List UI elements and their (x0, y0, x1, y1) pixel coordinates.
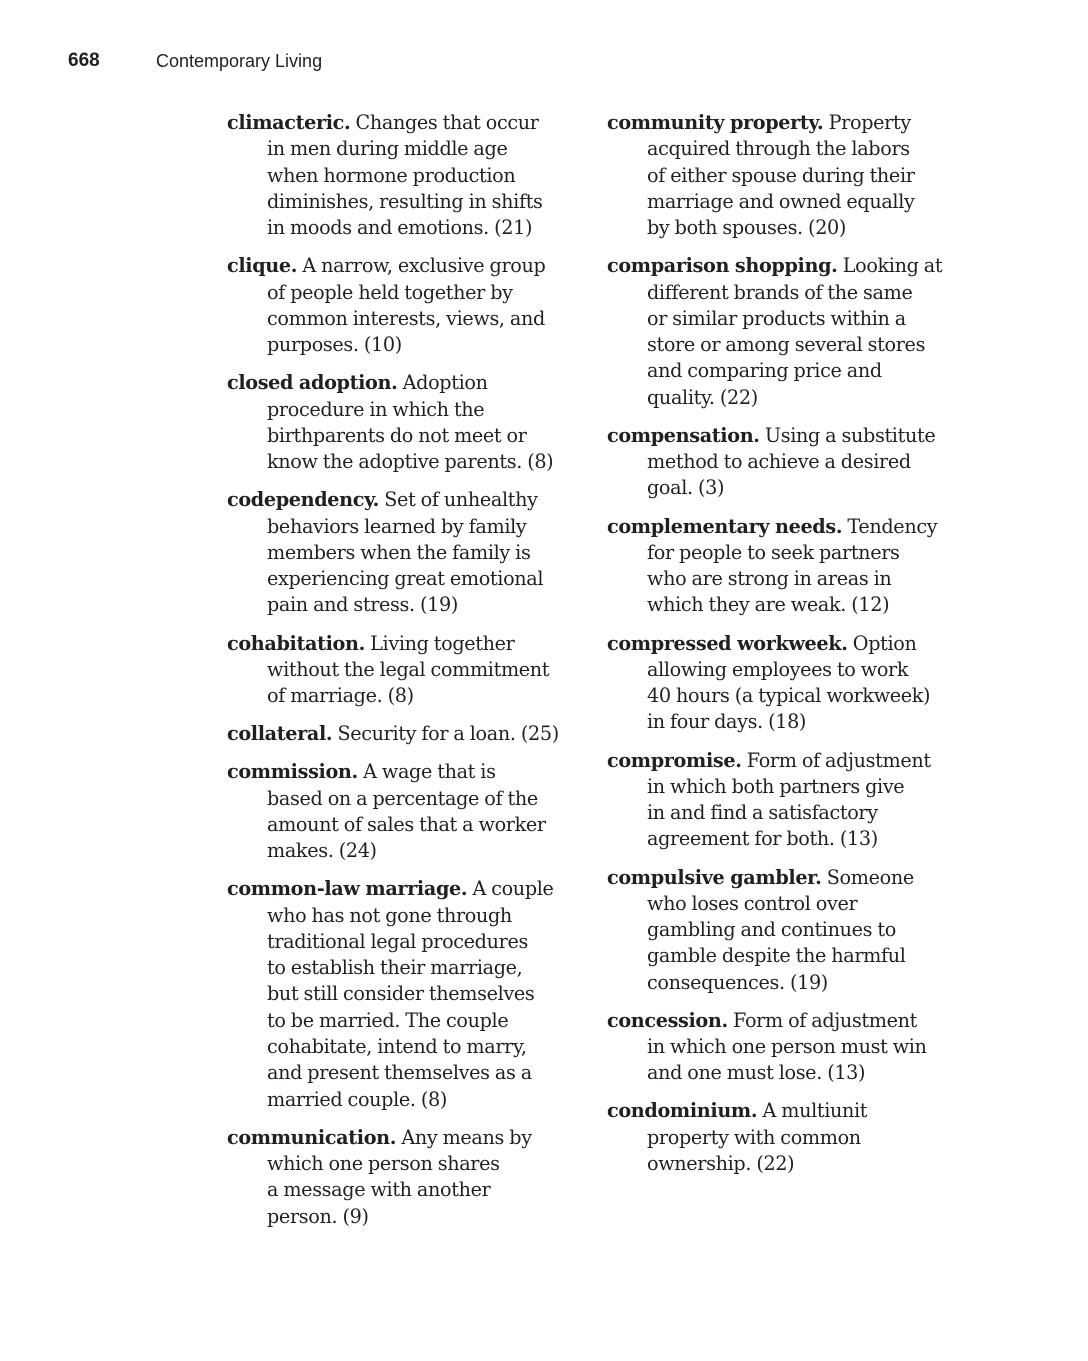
definition-line: which one person shares (267, 1152, 500, 1176)
definition-line: without the legal commitment (267, 657, 550, 681)
definition-line: when hormone production (267, 163, 516, 187)
definition-text: A narrow, exclusive group (297, 254, 546, 278)
glossary-term: communication. (227, 1125, 397, 1149)
glossary-entry (227, 370, 587, 475)
definition-line: goal. (3) (647, 476, 725, 500)
glossary-entry (227, 631, 587, 710)
glossary-term: common-law marriage. (227, 877, 468, 901)
entry-first-line (607, 1098, 967, 1124)
definition-text: Using a substitute (759, 423, 936, 447)
glossary-entry (607, 748, 967, 853)
glossary-entry (607, 253, 967, 411)
definition-line: members when the family is (267, 540, 531, 564)
glossary-column-right (607, 110, 967, 1189)
glossary-term: community property. (607, 111, 824, 134)
definition-line: who has not gone through (267, 903, 512, 927)
glossary-entry (227, 1125, 587, 1230)
definition-text: Looking at (837, 254, 943, 278)
definition-line: ownership. (22) (647, 1152, 795, 1176)
definition-line: for people to seek partners (647, 540, 900, 564)
glossary-entry (607, 1008, 967, 1087)
entry-first-line (607, 865, 967, 891)
entry-first-line (607, 631, 967, 657)
definition-line: person. (9) (267, 1204, 369, 1228)
entry-first-line (607, 253, 967, 279)
glossary-term: concession. (607, 1008, 728, 1032)
definition-text: Property (823, 111, 911, 134)
definition-line: behaviors learned by family (267, 514, 527, 538)
running-header (68, 48, 322, 74)
definition-line: a message with another (267, 1178, 491, 1202)
entry-first-line (227, 253, 587, 279)
entry-first-line (227, 721, 587, 747)
entry-first-line (227, 487, 587, 513)
definition-text: A wage that is (357, 760, 496, 784)
glossary-term: cohabitation. (227, 631, 365, 655)
glossary-entry (227, 876, 587, 1113)
entry-first-line (607, 1008, 967, 1034)
glossary-entry (227, 110, 587, 241)
definition-text: Changes that occur (350, 111, 539, 134)
definition-text: Living together (364, 631, 515, 655)
definition-text: Tendency (842, 514, 938, 538)
definition-line: method to achieve a desired (647, 450, 911, 474)
definition-line: diminishes, resulting in shifts (267, 189, 543, 213)
definition-text: Set of unhealthy (379, 488, 538, 512)
entry-first-line (227, 631, 587, 657)
definition-line: married couple. (8) (267, 1087, 448, 1111)
glossary-term: codependency. (227, 488, 380, 512)
definition-text: Security for a loan. (25) (332, 722, 559, 746)
definition-line: allowing employees to work (647, 657, 909, 681)
entry-first-line (227, 876, 587, 902)
definition-line: to be married. The couple (267, 1008, 509, 1032)
definition-text: Someone (821, 865, 914, 889)
definition-line: traditional legal procedures (267, 929, 528, 953)
glossary-entry (227, 487, 587, 618)
glossary-entry (227, 721, 587, 747)
entry-first-line (607, 514, 967, 540)
glossary-term: comparison shopping. (607, 254, 838, 278)
glossary-term: climacteric. (227, 111, 351, 134)
definition-text: Option (847, 631, 917, 655)
definition-line: of marriage. (8) (267, 684, 414, 708)
definition-line: cohabitate, intend to marry, (267, 1035, 527, 1059)
glossary-entry (607, 110, 967, 241)
definition-line: but still consider themselves (267, 982, 535, 1006)
definition-line: consequences. (19) (647, 970, 828, 994)
glossary-term: compromise. (607, 748, 742, 772)
glossary-entry (227, 759, 587, 864)
definition-line: to establish their marriage, (267, 956, 523, 980)
definition-line: of people held together by (267, 280, 513, 304)
entry-first-line (227, 370, 587, 396)
definition-text: Adoption (397, 371, 488, 395)
book-title: Contemporary Living (156, 50, 323, 71)
glossary-term: collateral. (227, 722, 333, 746)
definition-line: amount of sales that a worker (267, 812, 546, 836)
definition-line: gambling and continues to (647, 918, 896, 942)
definition-line: experiencing great emotional (267, 567, 544, 591)
glossary-term: compensation. (607, 423, 760, 447)
definition-line: in which both partners give (647, 774, 905, 798)
definition-line: procedure in which the (267, 397, 485, 421)
definition-line: in which one person must win (647, 1035, 927, 1059)
definition-text: Form of adjustment (727, 1008, 917, 1032)
definition-line: pain and stress. (19) (267, 593, 459, 617)
definition-line: property with common (647, 1125, 861, 1149)
glossary-entry (607, 865, 967, 996)
definition-text: Form of adjustment (741, 748, 931, 772)
glossary-entry (607, 423, 967, 502)
entry-first-line (227, 1125, 587, 1151)
definition-line: and one must lose. (13) (647, 1061, 866, 1085)
definition-line: in moods and emotions. (21) (267, 216, 533, 240)
definition-text: A couple (467, 877, 554, 901)
definition-line: of either spouse during their (647, 163, 915, 187)
entry-first-line (607, 110, 967, 136)
glossary-entry (607, 631, 967, 736)
glossary-column-left (227, 110, 587, 1242)
glossary-term: commission. (227, 760, 358, 784)
entry-first-line (607, 748, 967, 774)
definition-line: birthparents do not meet or (267, 423, 527, 447)
definition-line: and comparing price and (647, 359, 882, 383)
definition-line: and present themselves as a (267, 1061, 532, 1085)
definition-line: or similar products within a (647, 306, 906, 330)
definition-line: store or among several stores (647, 333, 926, 357)
definition-line: in four days. (18) (647, 710, 807, 734)
glossary-term: complementary needs. (607, 514, 843, 538)
definition-line: in men during middle age (267, 137, 508, 161)
definition-line: based on a percentage of the (267, 786, 538, 810)
page-number: 668 (68, 50, 100, 71)
glossary-term: closed adoption. (227, 371, 398, 395)
glossary-term: clique. (227, 254, 298, 278)
definition-line: in and find a satisfactory (647, 801, 878, 825)
glossary-term: compulsive gambler. (607, 865, 822, 889)
glossary-entry (607, 514, 967, 619)
definition-line: who are strong in areas in (647, 567, 892, 591)
definition-line: by both spouses. (20) (647, 216, 847, 240)
glossary-term: compressed workweek. (607, 631, 848, 655)
definition-line: know the adoptive parents. (8) (267, 450, 554, 474)
glossary-term: condominium. (607, 1099, 758, 1123)
glossary-entry (227, 253, 587, 358)
definition-text: A multiunit (757, 1099, 868, 1123)
definition-line: different brands of the same (647, 280, 913, 304)
glossary-entry (607, 1098, 967, 1177)
definition-line: acquired through the labors (647, 137, 910, 161)
definition-line: purposes. (10) (267, 333, 402, 357)
definition-line: who loses control over (647, 891, 858, 915)
definition-line: 40 hours (a typical workweek) (647, 684, 931, 708)
definition-line: which they are weak. (12) (647, 593, 890, 617)
definition-text: Any means by (396, 1125, 532, 1149)
definition-line: common interests, views, and (267, 306, 545, 330)
entry-first-line (607, 423, 967, 449)
definition-line: agreement for both. (13) (647, 827, 878, 851)
definition-line: marriage and owned equally (647, 189, 915, 213)
definition-line: gamble despite the harmful (647, 944, 906, 968)
entry-first-line (227, 759, 587, 785)
definition-line: quality. (22) (647, 385, 758, 409)
definition-line: makes. (24) (267, 839, 377, 863)
entry-first-line (227, 110, 587, 136)
